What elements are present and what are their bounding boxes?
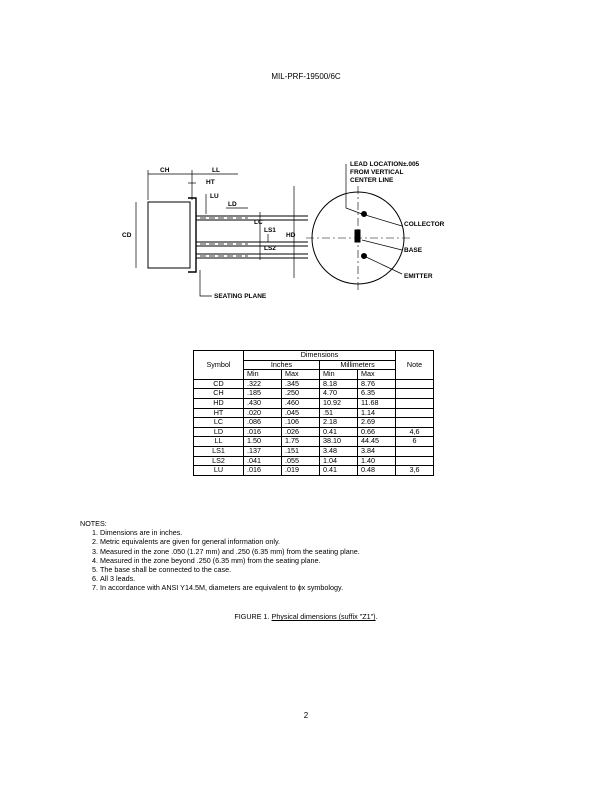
- label-collector: COLLECTOR: [404, 221, 445, 228]
- symbol-cell: CD: [194, 379, 244, 389]
- list-item: 1. Dimensions are in inches.: [100, 528, 360, 537]
- inches-max-cell: 1.75: [282, 437, 320, 447]
- note-cell: 3,6: [396, 466, 434, 476]
- inches-min-cell: 1.50: [244, 437, 282, 447]
- mm-max-cell: 44.45: [358, 437, 396, 447]
- figure-caption-suffix: .: [375, 612, 378, 621]
- physical-dimensions-drawing: [118, 150, 458, 310]
- list-item: 5. The base shall be connected to the case.: [100, 565, 360, 574]
- inches-max-cell: .045: [282, 408, 320, 418]
- mm-min-cell: 8.18: [320, 379, 358, 389]
- label-seating-plane: SEATING PLANE: [214, 293, 267, 300]
- table-row: [194, 389, 434, 399]
- symbol-cell: HD: [194, 398, 244, 408]
- label-lead-location-2: FROM VERTICAL: [350, 169, 404, 176]
- mm-max-header: Max: [358, 370, 396, 380]
- label-lead-location-1: LEAD LOCATION±.005: [350, 161, 420, 168]
- symbol-cell: LC: [194, 418, 244, 428]
- table-row: [194, 456, 434, 466]
- label-ld: LD: [228, 201, 237, 208]
- inches-min-cell: .086: [244, 418, 282, 428]
- symbol-cell: LU: [194, 466, 244, 476]
- note-header: Note: [396, 351, 434, 380]
- mm-min-header: Min: [320, 370, 358, 380]
- case-flange: [188, 198, 196, 272]
- table-row: [194, 398, 434, 408]
- page-number: 2: [303, 711, 309, 720]
- label-ls1: LS1: [264, 227, 276, 234]
- table-row: [194, 466, 434, 476]
- mm-min-cell: .51: [320, 408, 358, 418]
- table-row: [194, 437, 434, 447]
- mm-min-cell: 0.41: [320, 427, 358, 437]
- list-item: 6. All 3 leads.: [100, 574, 360, 583]
- symbol-header: Symbol: [194, 351, 244, 380]
- symbol-cell: CH: [194, 389, 244, 399]
- label-base: BASE: [404, 247, 423, 254]
- note-cell: [396, 389, 434, 399]
- table-row: [194, 446, 434, 456]
- inches-max-cell: .055: [282, 456, 320, 466]
- mm-max-cell: 0.66: [358, 427, 396, 437]
- inches-max-cell: .250: [282, 389, 320, 399]
- inches-min-cell: .430: [244, 398, 282, 408]
- dimensions-header: Dimensions: [244, 351, 396, 361]
- inches-max-cell: .460: [282, 398, 320, 408]
- inches-max-header: Max: [282, 370, 320, 380]
- document-id: MIL-PRF-19500/6C: [271, 72, 341, 81]
- note-cell: [396, 446, 434, 456]
- figure-caption: [0, 612, 612, 621]
- mm-max-cell: 6.35: [358, 389, 396, 399]
- symbol-cell: LS1: [194, 446, 244, 456]
- inches-min-cell: .016: [244, 466, 282, 476]
- note-cell: [396, 379, 434, 389]
- inches-max-cell: .019: [282, 466, 320, 476]
- inches-min-header: Min: [244, 370, 282, 380]
- inches-min-cell: .041: [244, 456, 282, 466]
- figure-caption-title: Physical dimensions (suffix "Z1"): [271, 612, 376, 621]
- base-pin: [355, 230, 360, 242]
- label-ht: HT: [206, 179, 215, 186]
- inches-max-cell: .151: [282, 446, 320, 456]
- table-row: [194, 408, 434, 418]
- label-lc: LC: [254, 219, 263, 226]
- inches-max-cell: .106: [282, 418, 320, 428]
- inches-min-cell: .137: [244, 446, 282, 456]
- inches-min-cell: .185: [244, 389, 282, 399]
- inches-max-cell: .345: [282, 379, 320, 389]
- dimensions-table: [193, 350, 434, 476]
- mm-min-cell: 10.92: [320, 398, 358, 408]
- note-cell: [396, 408, 434, 418]
- note-cell: [396, 398, 434, 408]
- mm-max-cell: 8.76: [358, 379, 396, 389]
- label-ll: LL: [212, 167, 220, 174]
- mm-max-cell: 1.40: [358, 456, 396, 466]
- symbol-cell: LD: [194, 427, 244, 437]
- mm-header: Millimeters: [320, 360, 396, 370]
- mm-min-cell: 2.18: [320, 418, 358, 428]
- inches-min-cell: .016: [244, 427, 282, 437]
- note-cell: [396, 418, 434, 428]
- figure-caption-prefix: FIGURE 1.: [234, 612, 272, 621]
- symbol-cell: LL: [194, 437, 244, 447]
- list-item: 7. In accordance with ANSI Y14.5M, diameters are equivalent to ϕx symbology.: [100, 583, 360, 592]
- mm-min-cell: 0.41: [320, 466, 358, 476]
- inches-min-cell: .020: [244, 408, 282, 418]
- label-cd: CD: [122, 232, 132, 239]
- mm-min-cell: 1.04: [320, 456, 358, 466]
- table-row: [194, 427, 434, 437]
- symbol-cell: HT: [194, 408, 244, 418]
- label-ch: CH: [160, 167, 170, 174]
- mm-min-cell: 4.70: [320, 389, 358, 399]
- note-cell: 4,6: [396, 427, 434, 437]
- symbol-cell: LS2: [194, 456, 244, 466]
- notes-section: [80, 519, 360, 593]
- notes-title: NOTES:: [80, 519, 107, 528]
- mm-max-cell: 3.84: [358, 446, 396, 456]
- mm-min-cell: 38.10: [320, 437, 358, 447]
- mm-max-cell: 1.14: [358, 408, 396, 418]
- list-item: 2. Metric equivalents are given for general information only.: [100, 537, 360, 546]
- mm-max-cell: 2.69: [358, 418, 396, 428]
- mm-max-cell: 0.48: [358, 466, 396, 476]
- notes-list: [80, 528, 360, 592]
- note-cell: 6: [396, 437, 434, 447]
- table-row: [194, 379, 434, 389]
- list-item: 3. Measured in the zone .050 (1.27 mm) and .250 (6.35 mm) from the seating plane.: [100, 547, 360, 556]
- label-lu: LU: [210, 193, 219, 200]
- mm-max-cell: 11.68: [358, 398, 396, 408]
- inches-header: Inches: [244, 360, 320, 370]
- mm-min-cell: 3.48: [320, 446, 358, 456]
- case-body: [148, 202, 190, 268]
- inches-min-cell: .322: [244, 379, 282, 389]
- table-row: [194, 418, 434, 428]
- label-emitter: EMITTER: [404, 273, 433, 280]
- label-lead-location-3: CENTER LINE: [350, 177, 394, 184]
- inches-max-cell: .026: [282, 427, 320, 437]
- label-ls2: LS2: [264, 245, 276, 252]
- list-item: 4. Measured in the zone beyond .250 (6.35 mm) from the seating plane.: [100, 556, 360, 565]
- label-hd: HD: [286, 232, 296, 239]
